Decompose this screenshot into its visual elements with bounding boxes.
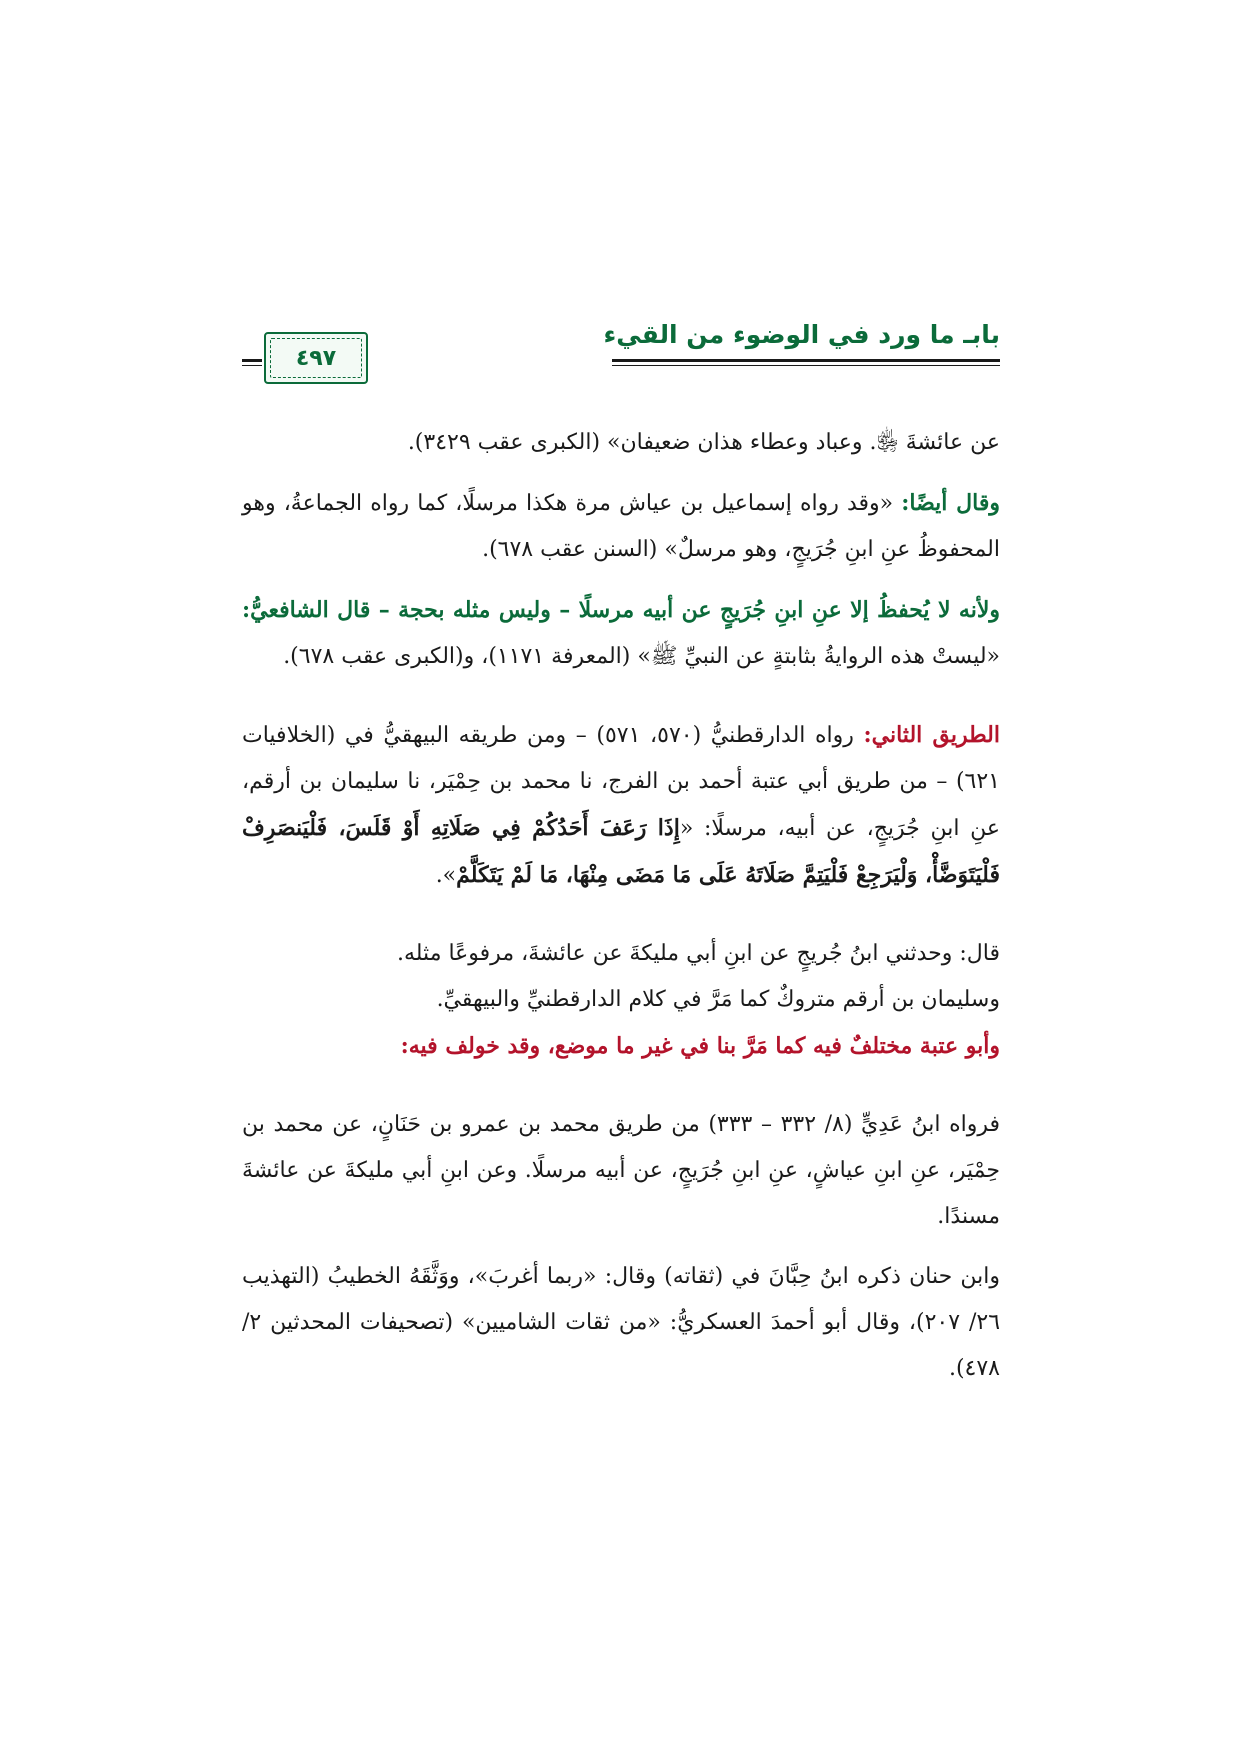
paragraph-6 (242, 977, 1000, 1023)
page-number-badge (264, 332, 368, 384)
paragraph-text: عن عائشةَ ﵂. وعباد وعطاء هذان ضعيفان» (الكبرى عقب ٣٤٢٩). (407, 430, 1000, 455)
paragraph-1 (242, 420, 1000, 466)
emphasis-text: ولأنه لا يُحفظُ إلا عنِ ابنِ جُرَيجٍ عن أبيه مرسلًا – وليس مثله بحجة – قال الشافعيُّ: (242, 597, 1000, 623)
header-rule-thin (612, 365, 1000, 366)
chapter-title: بابـ ما ورد في الوضوء من القيء (603, 320, 1000, 349)
paragraph-text: قال: وحدثني ابنُ جُريجٍ عن ابنِ أبي مليكةَ عن عائشةَ، مرفوعًا مثله. (396, 941, 1000, 966)
section-label: الطريق الثاني: (863, 722, 1001, 748)
page-body (242, 420, 1000, 1406)
quote-label: وقال أيضًا: (901, 490, 1000, 516)
paragraph-3 (242, 587, 1000, 680)
paragraph-2 (242, 480, 1000, 573)
paragraph-9 (242, 1254, 1000, 1392)
paragraph-text: «وقد رواه إسماعيل بن عياش مرة هكذا مرسلًا، كما رواه الجماعةُ، وهو المحفوظُ عنِ ابنِ جُرَيجٍ، وهو مرسلٌ» (السنن عقب ٦٧٨). (242, 491, 1000, 562)
paragraph-text: فرواه ابنُ عَدِيٍّ (٨/ ٣٣٢ – ٣٣٣) من طريق محمد بن عمرو بن حَنَانٍ، عن محمد بن حِمْيَر، عنِ ابنِ عياشٍ، عنِ ابنِ جُرَيجٍ، عن أبيه مرسلًا. وعن ابنِ أبي مليكةَ عن عائشةَ مسندًا. (242, 1112, 1001, 1229)
header-rule-left-thin (242, 365, 262, 366)
hadith-text: إِذَا رَعَفَ أَحَدُكُمْ فِي صَلَاتِهِ أَوْ قَلَسَ، فَلْيَنصَرِفْ فَلْيَتَوَضَّأْ، وَلْيَرَجِعْ فَلْيَتِمَّ صَلَاتَهُ عَلَى مَا مَضَى مِنْهَا، مَا لَمْ يَتَكَلَّمْ (242, 815, 1000, 888)
header-rule-left (242, 359, 262, 362)
paragraph-5 (242, 931, 1000, 977)
paragraph-8 (242, 1102, 1000, 1240)
paragraph-text: وسليمان بن أرقم متروكٌ كما مَرَّ في كلام الدارقطنيِّ والبيهقيِّ. (436, 987, 1000, 1012)
paragraph-text: وابن حنان ذكره ابنُ حِبَّانَ في (ثقاته) وقال: «ربما أغربَ»، ووَثَّقَهُ الخطيبُ (التهذيب ٢٦/ ٢٠٧)، وقال أبو أحمدَ العسكريُّ: «من ثقات الشاميين» (تصحيفات المحدثين ٢/ ٤٧٨). (242, 1264, 1001, 1381)
emphasis-text: وأبو عتبة مختلفٌ فيه كما مَرَّ بنا في غير ما موضع، وقد خولف فيه: (400, 1033, 1000, 1059)
page-header (242, 312, 1000, 388)
header-rule (612, 359, 1000, 362)
paragraph-text: رواه الدارقطنيُّ (٥٧٠، ٥٧١) – ومن طريقه البيهقيُّ في (الخلافيات ٦٢١) – من طريق أبي عتبة أحمد بن الفرج، نا محمد بن حِمْيَر، نا سليمان بن أرقم، عنِ ابنِ جُرَيجٍ، عن أبيه، مرسلًا: « (242, 723, 1000, 841)
paragraph-4 (242, 712, 1000, 899)
page-number: ٤٩٧ (295, 345, 337, 371)
paragraph-7 (242, 1023, 1000, 1070)
paragraph-text: «ليستْ هذه الروايةُ بثابتةٍ عن النبيِّ ﷺ» (المعرفة ١١٧١)، و(الكبرى عقب ٦٧٨). (283, 644, 1000, 669)
paragraph-text-end: ». (435, 863, 457, 888)
